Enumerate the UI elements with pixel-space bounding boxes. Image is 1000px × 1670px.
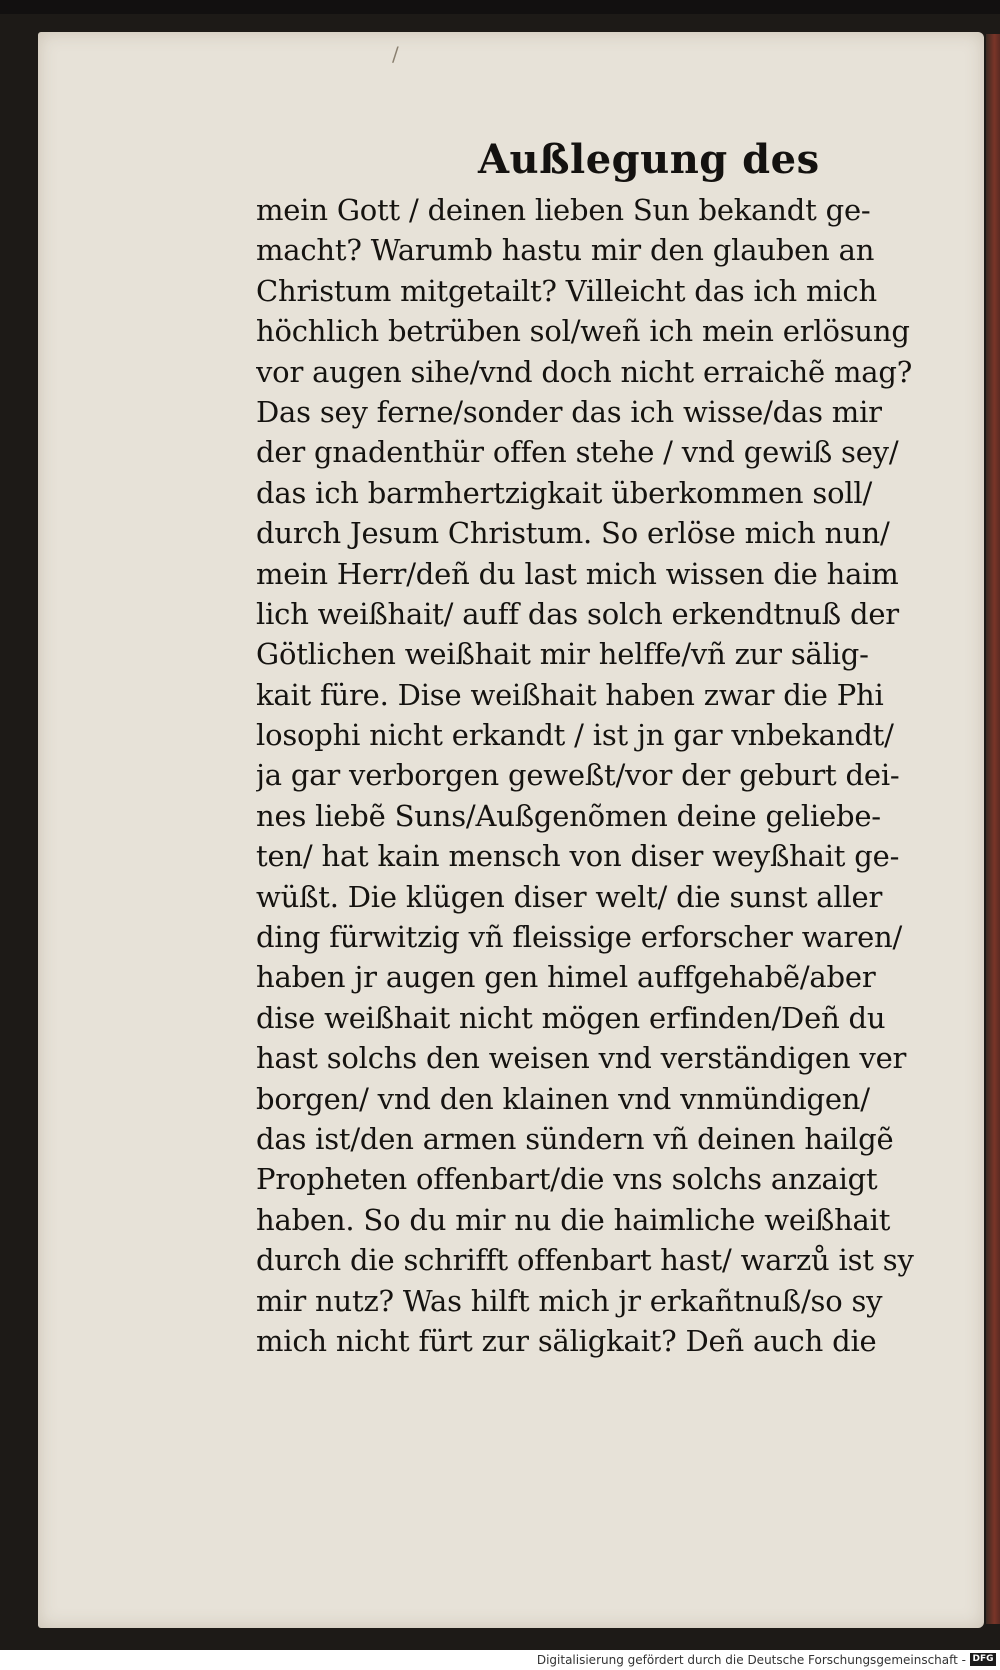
text-line: mein Herr/deñ du last mich wissen die haim bbox=[256, 556, 899, 591]
text-line: das ist/den armen sündern vñ deinen hailgẽ bbox=[256, 1121, 894, 1156]
text-line: Götlichen weißhait mir helffe/vñ zur sälig- bbox=[256, 637, 869, 672]
text-line: hast solchs den weisen vnd verständigen ver bbox=[256, 1041, 907, 1076]
marginal-mark: / bbox=[392, 42, 399, 66]
text-line: ja gar verborgen geweßt/vor der geburt dei- bbox=[256, 758, 900, 793]
funding-credit: Digitalisierung gefördert durch die Deutsche Forschungsgemeinschaft - bbox=[536, 1653, 966, 1667]
text-line: das ich barmhertzigkait überkommen soll/ bbox=[256, 475, 873, 510]
scan-top-edge bbox=[0, 0, 1000, 14]
text-line: mir nutz? Was hilft mich jr erkañtnuß/so sy bbox=[256, 1283, 883, 1318]
text-line: vor augen sihe/vnd doch nicht erraichẽ mag? bbox=[256, 354, 913, 389]
text-line: Propheten offenbart/die vns solchs anzaigt bbox=[256, 1162, 878, 1197]
text-line: haben jr augen gen himel auffgehabẽ/aber bbox=[256, 960, 876, 995]
text-line: borgen/ vnd den klainen vnd vnmündigen/ bbox=[256, 1081, 870, 1116]
dfg-logo: DFG bbox=[970, 1653, 996, 1666]
text-line: lich weißhait/ auff das solch erkendtnuß der bbox=[256, 596, 899, 631]
text-line: macht? Warumb hastu mir den glauben an bbox=[256, 233, 875, 268]
text-line: wüßt. Die klügen diser welt/ die sunst aller bbox=[256, 879, 883, 914]
text-line: dise weißhait nicht mögen erfinden/Deñ du bbox=[256, 1000, 886, 1035]
text-line: nes liebẽ Suns/Außgenõmen deine geliebe- bbox=[256, 798, 881, 833]
text-line: Das sey ferne/sonder das ich wisse/das mir bbox=[256, 394, 882, 429]
text-line: ten/ hat kain mensch von diser weyßhait ge- bbox=[256, 839, 900, 874]
text-line: höchlich betrüben sol/weñ ich mein erlösung bbox=[256, 314, 910, 349]
text-block bbox=[256, 190, 976, 1361]
footer-bar bbox=[0, 1650, 1000, 1670]
book-page bbox=[38, 32, 984, 1628]
text-line: Christum mitgetailt? Villeicht das ich mich bbox=[256, 273, 877, 308]
text-line: ding fürwitzig vñ fleissige erforscher waren/ bbox=[256, 920, 903, 955]
text-line: losophi nicht erkandt / ist jn gar vnbekandt/ bbox=[256, 718, 894, 753]
text-line: durch Jesum Christum. So erlöse mich nun/ bbox=[256, 516, 890, 551]
book-edge bbox=[986, 34, 1000, 1624]
text-line: kait füre. Dise weißhait haben zwar die Phi bbox=[256, 677, 884, 712]
text-line: mein Gott / deinen lieben Sun bekandt ge- bbox=[256, 193, 871, 227]
running-head: Außlegung des bbox=[478, 136, 820, 183]
text-line: der gnadenthür offen stehe / vnd gewiß sey/ bbox=[256, 435, 899, 470]
text-line: durch die schrifft offenbart hast/ warzů ist sy bbox=[256, 1243, 914, 1278]
text-line: mich nicht fürt zur säligkait? Deñ auch die bbox=[256, 1323, 877, 1358]
text-line: haben. So du mir nu die haimliche weißhait bbox=[256, 1202, 891, 1237]
